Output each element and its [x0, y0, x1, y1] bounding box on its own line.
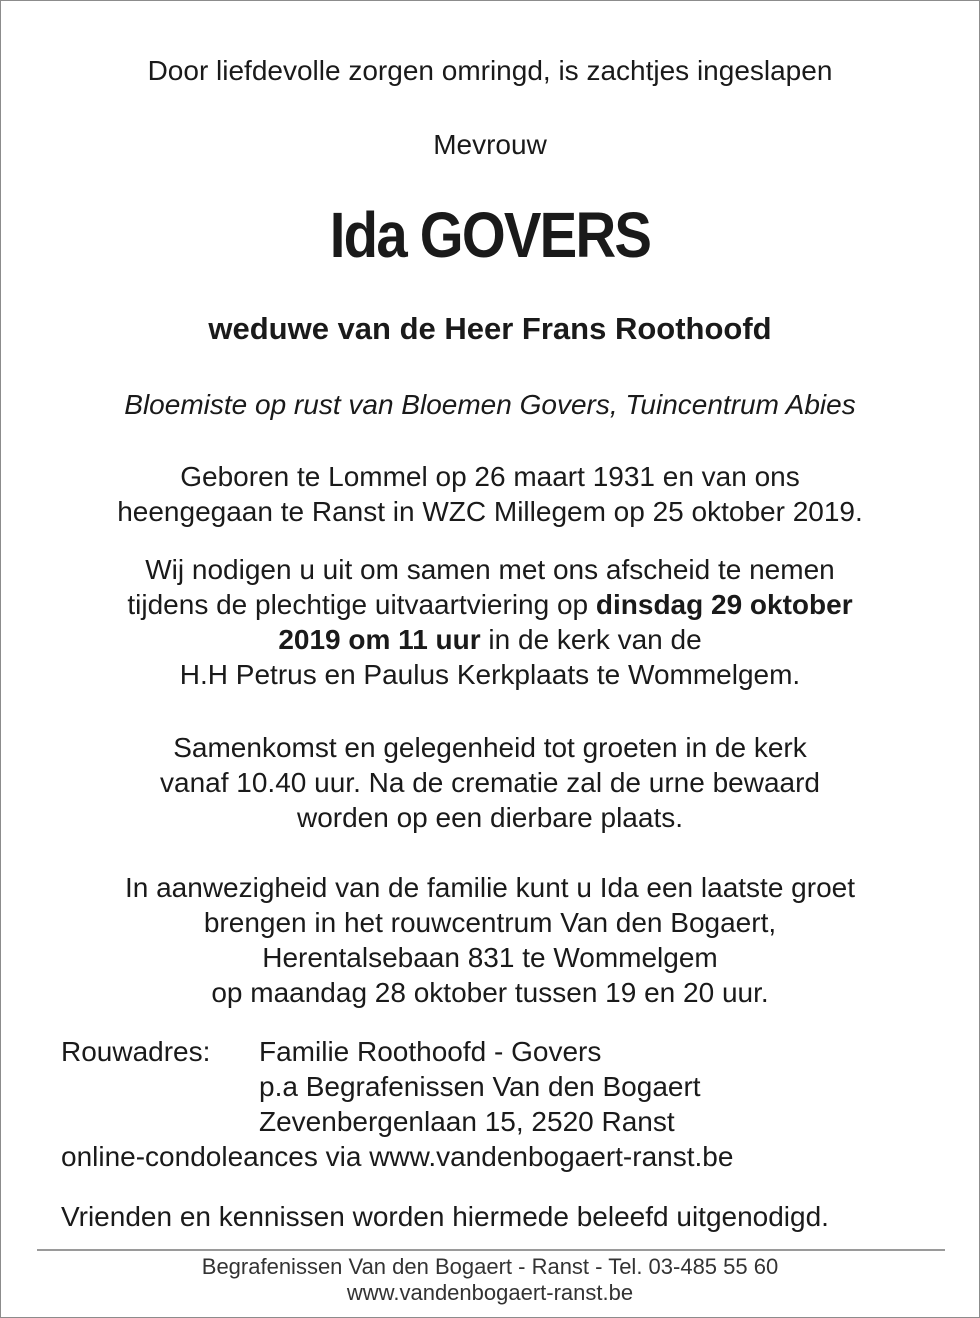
birth-paragraph: [1, 459, 979, 529]
title-word: Mevrouw: [433, 129, 547, 160]
footer-divider: [37, 1249, 945, 1251]
gathering-paragraph: [1, 730, 979, 835]
footer-company-line: Begrafenissen Van den Bogaert - Ranst - Tel. 03-485 55 60: [201, 1254, 779, 1279]
invitation-line-3: [1, 622, 979, 657]
invitation-paragraph: [1, 552, 979, 692]
ceremony-time: 2019 om 11 uur: [278, 624, 481, 655]
widow-of-text: weduwe van de Heer Frans Roothoofd: [208, 311, 772, 346]
invitation-line-1: Wij nodigen u uit om samen met ons afscheid te nemen: [145, 554, 835, 585]
address-label: Rouwadres:: [61, 1036, 211, 1067]
deceased-name: Ida GOVERS: [329, 199, 651, 271]
online-condolences-text: online-condoleances via www.vandenbogaert-ranst.be: [61, 1141, 734, 1172]
invitation-line-2-text: tijdens de plechtige uitvaartviering op: [127, 589, 596, 620]
address-block: [259, 1034, 701, 1139]
birth-line-2: heengegaan te Ranst in WZC Millegem op 25 oktober 2019.: [117, 496, 863, 527]
footer-website: www.vandenbogaert-ranst.be: [346, 1280, 634, 1305]
invitation-line-2: [1, 587, 979, 622]
invitation-line-4: H.H Petrus en Paulus Kerkplaats te Wommelgem.: [179, 659, 801, 690]
friends-invited-text: Vrienden en kennissen worden hiermede beleefd uitgenodigd.: [61, 1201, 829, 1232]
intro-text: Door liefdevolle zorgen omringd, is zachtjes ingeslapen: [147, 55, 833, 86]
ceremony-date: dinsdag 29 oktober: [595, 589, 853, 620]
address-line-2: p.a Begrafenissen Van den Bogaert: [259, 1071, 701, 1102]
invitation-line-3-text: in de kerk van de: [480, 624, 702, 655]
gathering-line-1: Samenkomst en gelegenheid tot groeten in de kerk: [173, 732, 807, 763]
address-line-1: Familie Roothoofd - Govers: [259, 1036, 602, 1067]
presence-line-4: op maandag 28 oktober tussen 19 en 20 uur.: [211, 977, 769, 1008]
gathering-line-3: worden op een dierbare plaats.: [296, 802, 684, 833]
presence-line-3: Herentalsebaan 831 te Wommelgem: [262, 942, 718, 973]
address-line-3: Zevenbergenlaan 15, 2520 Ranst: [259, 1106, 675, 1137]
profession-text: Bloemiste op rust van Bloemen Govers, Tuincentrum Abies: [124, 389, 856, 420]
birth-line-1: Geboren te Lommel op 26 maart 1931 en van ons: [180, 461, 800, 492]
presence-line-1: In aanwezigheid van de familie kunt u Ida een laatste groet: [124, 872, 856, 903]
gathering-line-2: vanaf 10.40 uur. Na de crematie zal de urne bewaard: [160, 767, 820, 798]
presence-line-2: brengen in het rouwcentrum Van den Bogaert,: [203, 907, 777, 938]
presence-paragraph: [1, 870, 979, 1010]
